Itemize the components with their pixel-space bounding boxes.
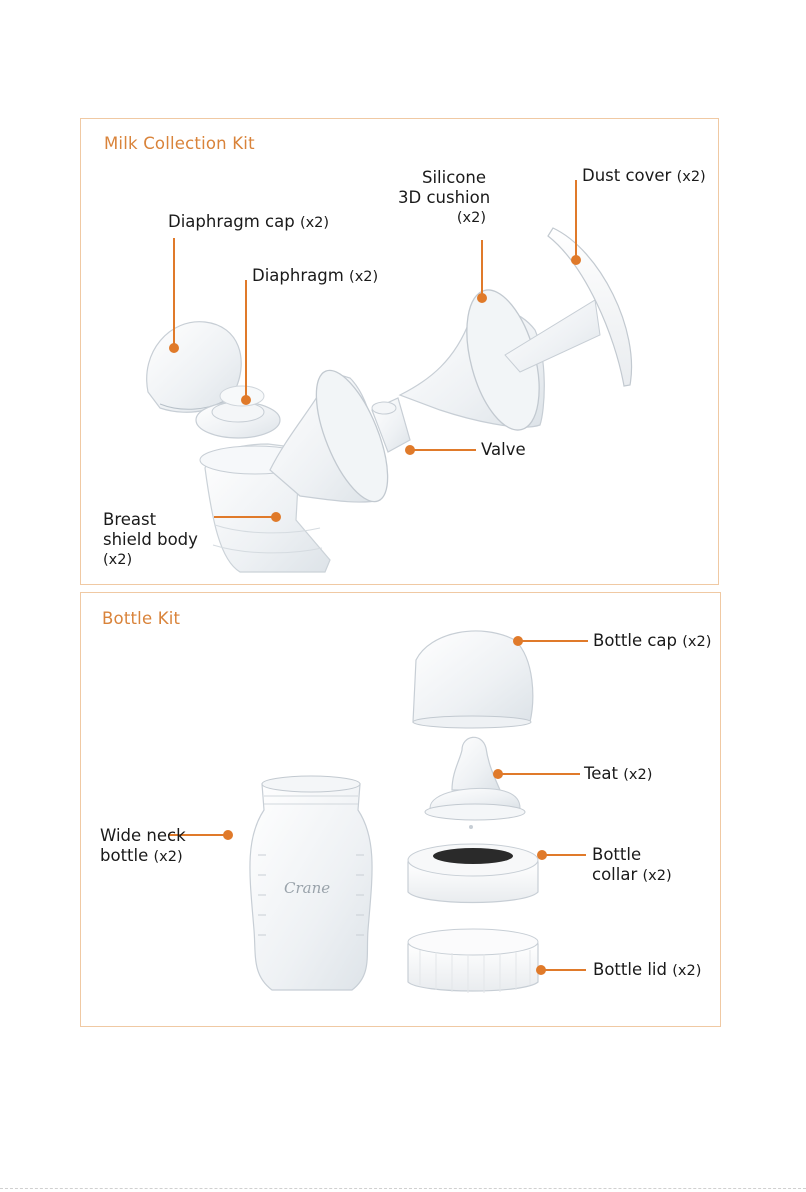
collar-qty: (x2) <box>642 868 672 884</box>
wide-line2: bottle <box>100 846 149 865</box>
collar-line2: collar <box>592 865 638 884</box>
silicone-cushion-label <box>398 168 491 228</box>
breast-line2: shield body <box>103 530 198 549</box>
diaphragm-cap-text: Diaphragm cap <box>168 212 295 231</box>
collar-line1: Bottle <box>592 845 642 864</box>
diaphragm-label <box>252 266 378 287</box>
teat-qty: (x2) <box>623 767 653 783</box>
bottle-lid-qty: (x2) <box>672 963 702 979</box>
breast-shield-body-label <box>103 510 198 570</box>
wide-neck-bottle-label <box>100 826 186 867</box>
crane-brand-mark: Crane <box>284 879 331 897</box>
bottle-collar-shape <box>408 844 538 903</box>
diaphragm-qty: (x2) <box>349 269 379 285</box>
bottle-collar-label <box>592 845 672 886</box>
diaphragm-text: Diaphragm <box>252 266 344 285</box>
teat-label <box>584 764 652 785</box>
cushion-qty: (x2) <box>456 210 486 226</box>
dust-cover-shape <box>505 228 632 386</box>
teat-shape <box>425 737 525 829</box>
bottle-cap-shape <box>413 631 533 728</box>
dust-cover-label <box>582 166 706 187</box>
dust-cover-qty: (x2) <box>676 169 706 185</box>
diaphragm-cap-label <box>168 212 329 233</box>
page-bottom-rule <box>0 1188 806 1189</box>
breast-qty: (x2) <box>103 552 133 568</box>
bottle-kit-title: Bottle Kit <box>102 609 181 628</box>
bottle-cap-qty: (x2) <box>682 634 712 650</box>
cushion-line2: 3D cushion <box>398 188 491 207</box>
wide-line1: Wide neck <box>100 826 186 845</box>
diaphragm-cap-qty: (x2) <box>299 215 330 231</box>
bottle-cap-label <box>593 631 711 652</box>
dust-cover-text: Dust cover <box>582 166 672 185</box>
cushion-line1: Silicone <box>421 168 486 187</box>
bottle-lid-label <box>593 960 701 981</box>
bottle-lid-shape <box>408 929 538 993</box>
bottle-cap-text: Bottle cap <box>593 631 677 650</box>
valve-label: Valve <box>481 440 526 459</box>
bottle-lid-text: Bottle lid <box>593 960 667 979</box>
breast-line1: Breast <box>103 510 157 529</box>
milk-collection-kit-title: Milk Collection Kit <box>104 134 255 153</box>
teat-text: Teat <box>584 764 619 783</box>
wide-qty: (x2) <box>153 849 183 865</box>
